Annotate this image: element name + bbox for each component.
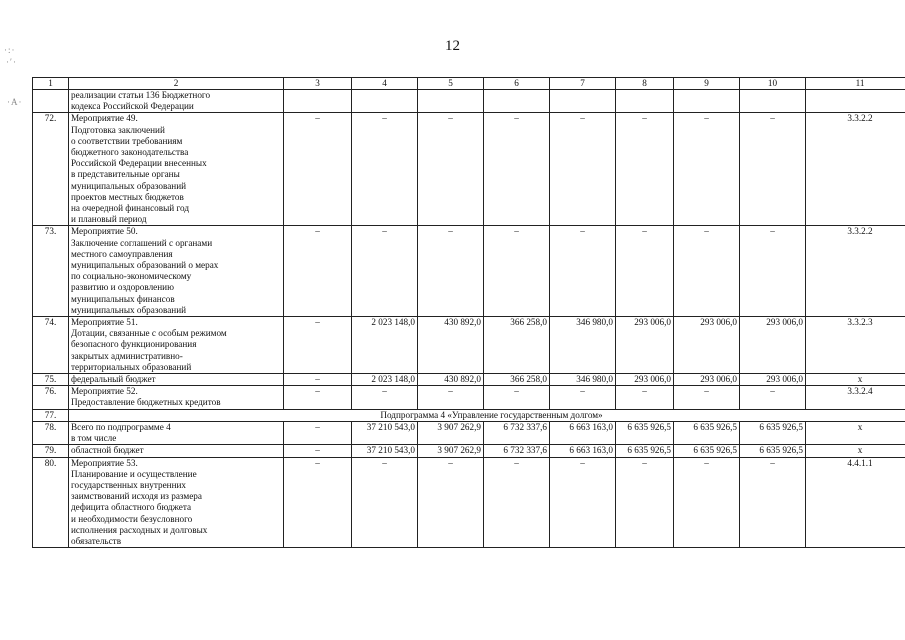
indicator-code: x (806, 374, 905, 386)
row-number: 75. (33, 374, 69, 386)
value-cell: – (616, 226, 674, 317)
table-row (33, 317, 905, 374)
table-row (33, 374, 905, 386)
table-row (33, 409, 905, 421)
value-cell: – (674, 113, 740, 226)
value-cell: 2 023 148,0 (352, 374, 418, 386)
row-number: 77. (33, 409, 69, 421)
indicator-code: 4.4.1.1 (806, 457, 905, 548)
row-name-line: в представительные органы (71, 169, 180, 180)
value-cell: – (740, 113, 806, 226)
value-cell: 3 907 262,9 (418, 421, 484, 444)
row-name (69, 226, 284, 317)
header-cell: 7 (550, 78, 616, 90)
value-cell (484, 90, 550, 113)
row-name-line: реализации статьи 136 Бюджетного (71, 90, 211, 100)
row-name-line: Мероприятие 53. (71, 457, 138, 468)
table-row (33, 113, 905, 226)
table-header-row (33, 78, 905, 90)
budget-table (32, 77, 905, 548)
row-name-line: заимствований исходя из размера (71, 491, 202, 502)
value-cell: – (352, 386, 418, 409)
table-row (33, 457, 905, 548)
header-cell: 2 (69, 78, 284, 90)
row-name-line: муниципальных образований (71, 304, 187, 315)
row-name-line: и необходимости безусловного (71, 513, 193, 524)
value-cell: 293 006,0 (674, 317, 740, 374)
value-cell: – (418, 386, 484, 409)
header-cell: 4 (352, 78, 418, 90)
row-name-line: местного самоуправления (71, 248, 173, 259)
row-number: 76. (33, 386, 69, 409)
value-cell: – (484, 226, 550, 317)
row-name-line: исполнения расходных и долговых (71, 524, 208, 535)
table-row (33, 90, 905, 113)
row-name-line: на очередной финансовый год (71, 203, 190, 214)
table-row (33, 386, 905, 409)
row-name-line: и плановый период (71, 214, 147, 225)
row-name-line: обязательств (71, 535, 122, 546)
row-name (69, 90, 284, 113)
row-name-line: федеральный бюджет (71, 374, 156, 385)
header-cell: 5 (418, 78, 484, 90)
row-number: 78. (33, 421, 69, 444)
value-cell: 3 907 262,9 (418, 445, 484, 457)
value-cell: – (284, 457, 352, 548)
row-name-line: Мероприятие 52. (71, 386, 138, 397)
indicator-code (806, 90, 905, 113)
indicator-code: 3.3.2.4 (806, 386, 905, 409)
value-cell: – (550, 386, 616, 409)
row-name-line: Дотации, связанные с особым режимом (71, 328, 227, 339)
value-cell: 37 210 543,0 (352, 445, 418, 457)
indicator-code: x (806, 421, 905, 444)
value-cell: – (550, 113, 616, 226)
row-name-line: Всего по подпрограмме 4 (71, 421, 171, 432)
value-cell (674, 90, 740, 113)
row-name (69, 317, 284, 374)
row-name-line: муниципальных финансов (71, 293, 175, 304)
value-cell: 346 980,0 (550, 374, 616, 386)
value-cell: – (674, 386, 740, 409)
value-cell: – (740, 457, 806, 548)
row-number: 73. (33, 226, 69, 317)
value-cell: – (484, 457, 550, 548)
subprogram-title: Подпрограмма 4 «Управление государственным долгом» (69, 409, 905, 421)
row-name-line: Мероприятие 50. (71, 226, 138, 237)
value-cell (550, 90, 616, 113)
value-cell (616, 90, 674, 113)
value-cell: – (418, 113, 484, 226)
row-name-line: Заключение соглашений с органами (71, 237, 213, 248)
value-cell: 293 006,0 (740, 374, 806, 386)
header-cell: 8 (616, 78, 674, 90)
value-cell: 6 732 337,6 (484, 445, 550, 457)
value-cell: 293 006,0 (616, 374, 674, 386)
scan-artifact-2: ·′· (6, 57, 17, 67)
row-name-line: Мероприятие 49. (71, 113, 138, 124)
value-cell: 293 006,0 (674, 374, 740, 386)
value-cell: – (284, 445, 352, 457)
value-cell: 37 210 543,0 (352, 421, 418, 444)
indicator-code: 3.3.2.2 (806, 226, 905, 317)
value-cell: 6 663 163,0 (550, 421, 616, 444)
row-name-line: о соответствии требованиям (71, 135, 183, 146)
header-cell: 3 (284, 78, 352, 90)
value-cell: 6 635 926,5 (740, 421, 806, 444)
value-cell: 6 635 926,5 (674, 445, 740, 457)
value-cell: – (484, 386, 550, 409)
row-name-line: бюджетного законодательства (71, 147, 189, 158)
value-cell: – (418, 226, 484, 317)
value-cell: – (740, 226, 806, 317)
value-cell: – (740, 386, 806, 409)
row-name-line: государственных внутренних (71, 479, 187, 490)
row-name-line: кодекса Российской Федерации (71, 101, 194, 112)
value-cell: – (550, 226, 616, 317)
row-name-line: муниципальных образований о мерах (71, 260, 219, 271)
value-cell: – (616, 457, 674, 548)
table-row (33, 445, 905, 457)
value-cell: 6 635 926,5 (740, 445, 806, 457)
row-name (69, 445, 284, 457)
row-name-line: Подготовка заключений (71, 124, 165, 135)
value-cell: – (284, 226, 352, 317)
value-cell: 2 023 148,0 (352, 317, 418, 374)
row-name (69, 374, 284, 386)
row-number: 79. (33, 445, 69, 457)
indicator-code: 3.3.2.2 (806, 113, 905, 226)
value-cell: – (284, 113, 352, 226)
row-name-line: по социально-экономическому (71, 271, 192, 282)
value-cell: 430 892,0 (418, 374, 484, 386)
value-cell: 366 258,0 (484, 317, 550, 374)
row-name (69, 113, 284, 226)
value-cell: 293 006,0 (616, 317, 674, 374)
value-cell: – (484, 113, 550, 226)
row-name-line: областной бюджет (71, 445, 144, 456)
row-name-line: проектов местных бюджетов (71, 191, 184, 202)
value-cell: – (352, 457, 418, 548)
value-cell: – (352, 226, 418, 317)
row-name-line: дефицита областного бюджета (71, 502, 192, 513)
row-number: 80. (33, 457, 69, 548)
value-cell: – (418, 457, 484, 548)
header-cell: 6 (484, 78, 550, 90)
row-number: 74. (33, 317, 69, 374)
row-name-line: муниципальных образований (71, 180, 187, 191)
row-name-line: развитию и оздоровлению (71, 282, 174, 293)
indicator-code: 3.3.2.3 (806, 317, 905, 374)
value-cell: – (616, 113, 674, 226)
row-number (33, 90, 69, 113)
row-name-line: закрытых административно- (71, 350, 183, 361)
row-name-line: Мероприятие 51. (71, 317, 138, 328)
value-cell: 366 258,0 (484, 374, 550, 386)
value-cell: – (352, 113, 418, 226)
header-cell: 11 (806, 78, 905, 90)
header-cell: 9 (674, 78, 740, 90)
row-name-line: в том числе (71, 433, 117, 444)
table-row (33, 421, 905, 444)
value-cell: – (284, 386, 352, 409)
value-cell: 6 732 337,6 (484, 421, 550, 444)
value-cell: – (284, 317, 352, 374)
value-cell: 430 892,0 (418, 317, 484, 374)
row-name (69, 386, 284, 409)
value-cell: – (674, 226, 740, 317)
row-name-line: Планирование и осуществление (71, 468, 197, 479)
table-row (33, 226, 905, 317)
row-number: 72. (33, 113, 69, 226)
value-cell: 6 663 163,0 (550, 445, 616, 457)
row-name-line: территориальных образований (71, 361, 192, 372)
value-cell (418, 90, 484, 113)
scan-artifact-1: ·:· (4, 45, 16, 55)
value-cell (352, 90, 418, 113)
row-name-line: безопасного функционирования (71, 339, 197, 350)
row-name (69, 457, 284, 548)
value-cell: – (674, 457, 740, 548)
header-cell: 1 (33, 78, 69, 90)
row-name-line: Российской Федерации внесенных (71, 158, 207, 169)
row-name-line: Предоставление бюджетных кредитов (71, 397, 221, 408)
value-cell: 6 635 926,5 (616, 421, 674, 444)
scan-artifact-3: ·A· (7, 97, 23, 107)
value-cell: – (616, 386, 674, 409)
header-cell: 10 (740, 78, 806, 90)
value-cell: – (284, 421, 352, 444)
value-cell (740, 90, 806, 113)
value-cell: – (550, 457, 616, 548)
value-cell: 6 635 926,5 (616, 445, 674, 457)
value-cell: – (284, 374, 352, 386)
value-cell: 346 980,0 (550, 317, 616, 374)
row-name (69, 421, 284, 444)
value-cell: 6 635 926,5 (674, 421, 740, 444)
indicator-code: x (806, 445, 905, 457)
value-cell: 293 006,0 (740, 317, 806, 374)
page-number: 12 (445, 38, 460, 54)
value-cell (284, 90, 352, 113)
